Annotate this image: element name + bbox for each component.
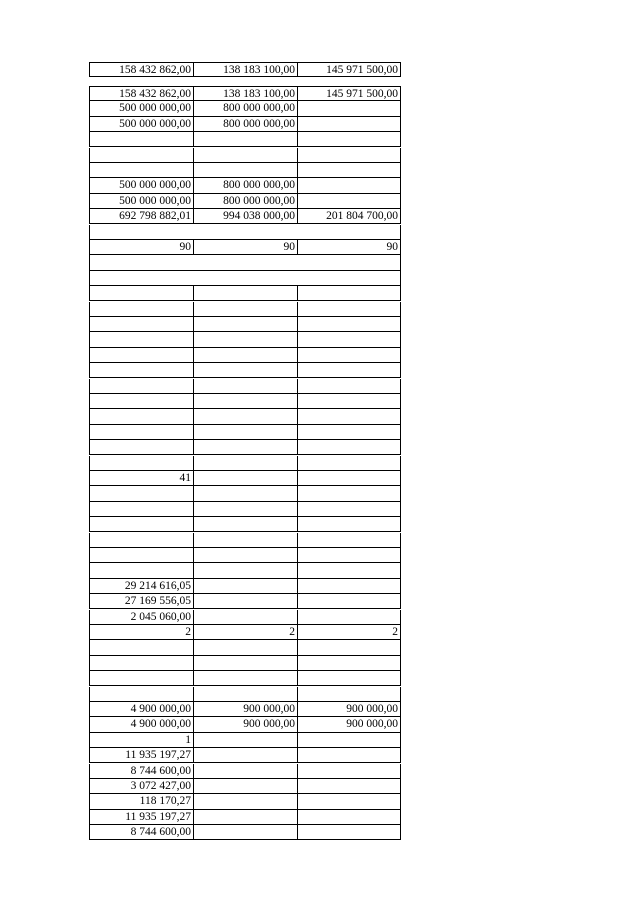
table-row (89, 548, 401, 563)
table-cell (297, 764, 401, 779)
table-cell (89, 548, 193, 563)
table-row (89, 240, 401, 255)
table-cell (89, 456, 193, 471)
table-cell: 800 000 000,00 (193, 117, 297, 132)
table-cell (89, 533, 193, 548)
table-row (89, 733, 401, 748)
table-cell: 2 (297, 625, 401, 640)
table-cell (297, 194, 401, 209)
table-row (89, 671, 401, 686)
table-row (89, 779, 401, 794)
table-row (89, 440, 401, 455)
table-cell: 500 000 000,00 (89, 194, 193, 209)
table-cell: 692 798 882,01 (89, 209, 193, 224)
table-row (89, 394, 401, 409)
table-cell (193, 409, 297, 424)
table-cell (89, 671, 193, 686)
table-row (89, 486, 401, 501)
table-cell (193, 502, 297, 517)
table-row (89, 764, 401, 779)
table-cell (297, 286, 401, 301)
table-row (89, 132, 401, 147)
table-cell (193, 563, 297, 578)
table-cell (297, 394, 401, 409)
table-cell (89, 363, 193, 378)
table-cell (297, 533, 401, 548)
table-cell: 145 971 500,00 (297, 62, 401, 77)
table-cell (89, 563, 193, 578)
table-row (89, 625, 401, 640)
table-cell (89, 348, 193, 363)
table-cell (193, 440, 297, 455)
table-row (89, 194, 401, 209)
table-cell (193, 810, 297, 825)
merged-cell (89, 225, 401, 240)
table-cell (193, 363, 297, 378)
table-cell: 11 935 197,27 (89, 748, 193, 763)
table-cell (193, 656, 297, 671)
table-cell (193, 379, 297, 394)
table-cell (193, 148, 297, 163)
table-cell (297, 132, 401, 147)
table-row (89, 471, 401, 486)
table-cell: 500 000 000,00 (89, 178, 193, 193)
table-cell (297, 317, 401, 332)
table-cell (193, 486, 297, 501)
table-cell (89, 687, 193, 702)
table-cell: 145 971 500,00 (297, 86, 401, 101)
table-cell (297, 163, 401, 178)
table-cell (193, 779, 297, 794)
table-row (89, 794, 401, 809)
table-row (89, 209, 401, 224)
table-cell (297, 794, 401, 809)
table-cell (193, 317, 297, 332)
table-cell: 158 432 862,00 (89, 62, 193, 77)
table-cell (193, 548, 297, 563)
table-cell: 900 000,00 (297, 717, 401, 732)
table-cell: 3 072 427,00 (89, 779, 193, 794)
table-cell (193, 533, 297, 548)
table-cell (89, 317, 193, 332)
table-cell (89, 640, 193, 655)
table-cell (297, 563, 401, 578)
table-cell (297, 517, 401, 532)
table-cell: 4 900 000,00 (89, 702, 193, 717)
table-cell: 41 (89, 471, 193, 486)
table-cell (297, 363, 401, 378)
table-cell (297, 687, 401, 702)
table-cell: 90 (193, 240, 297, 255)
table-row (89, 579, 401, 594)
table-cell (193, 425, 297, 440)
table-cell (297, 502, 401, 517)
table-row (89, 302, 401, 317)
table-row (89, 86, 401, 101)
table-cell (89, 163, 193, 178)
table-cell (297, 440, 401, 455)
table-row (89, 148, 401, 163)
table-cell (89, 517, 193, 532)
table-row (89, 456, 401, 471)
table-cell (193, 286, 297, 301)
table-cell (297, 486, 401, 501)
table-row (89, 409, 401, 424)
table-cell (193, 394, 297, 409)
table-cell (297, 425, 401, 440)
table-cell (193, 733, 297, 748)
table-cell (193, 163, 297, 178)
table-cell: 900 000,00 (193, 717, 297, 732)
table-cell (89, 425, 193, 440)
table-row (89, 810, 401, 825)
table-cell: 8 744 600,00 (89, 764, 193, 779)
table-cell (297, 671, 401, 686)
table-row (89, 379, 401, 394)
table-row (89, 62, 401, 77)
table-cell (193, 302, 297, 317)
table-cell (89, 394, 193, 409)
table-cell: 138 183 100,00 (193, 86, 297, 101)
table-row (89, 225, 401, 240)
table-row (89, 332, 401, 347)
table-cell: 994 038 000,00 (193, 209, 297, 224)
table-row (89, 517, 401, 532)
table-cell (297, 810, 401, 825)
table-cell (89, 148, 193, 163)
table-cell (297, 117, 401, 132)
table-row (89, 717, 401, 732)
table-cell (297, 302, 401, 317)
table-row (89, 317, 401, 332)
table-cell: 4 900 000,00 (89, 717, 193, 732)
table-cell: 8 744 600,00 (89, 825, 193, 840)
table-cell (193, 471, 297, 486)
table-cell (297, 456, 401, 471)
table-cell (89, 286, 193, 301)
table-cell (193, 456, 297, 471)
table-cell (297, 148, 401, 163)
table-cell (297, 656, 401, 671)
table-cell (193, 132, 297, 147)
table-cell: 2 (89, 625, 193, 640)
table-cell: 800 000 000,00 (193, 178, 297, 193)
table-cell: 800 000 000,00 (193, 194, 297, 209)
table-cell (297, 471, 401, 486)
table-cell: 29 214 616,05 (89, 579, 193, 594)
table-cell: 201 804 700,00 (297, 209, 401, 224)
table-cell (89, 379, 193, 394)
table-cell: 2 045 060,00 (89, 610, 193, 625)
table-cell (89, 486, 193, 501)
table-cell: 900 000,00 (297, 702, 401, 717)
table-row (89, 117, 401, 132)
table-cell (297, 548, 401, 563)
table-cell (193, 794, 297, 809)
table-row (89, 594, 401, 609)
table-cell (297, 579, 401, 594)
table-cell (193, 579, 297, 594)
table-row (89, 748, 401, 763)
table-row (89, 825, 401, 840)
table-cell: 27 169 556,05 (89, 594, 193, 609)
table-row (89, 533, 401, 548)
table-cell (89, 132, 193, 147)
table-cell: 1 (89, 733, 193, 748)
merged-cell (89, 255, 401, 270)
table-cell (193, 748, 297, 763)
table-cell (193, 517, 297, 532)
merged-cell (89, 271, 401, 286)
table-cell (297, 779, 401, 794)
table-cell (297, 379, 401, 394)
table-row (89, 702, 401, 717)
table-row (89, 163, 401, 178)
table-cell (297, 610, 401, 625)
table-cell (297, 332, 401, 347)
table-row (89, 563, 401, 578)
table-cell: 158 432 862,00 (89, 86, 193, 101)
table-row (89, 286, 401, 301)
table-cell (297, 825, 401, 840)
table-cell (193, 825, 297, 840)
table-cell (89, 409, 193, 424)
table-cell (89, 302, 193, 317)
table-cell: 500 000 000,00 (89, 117, 193, 132)
table-row (89, 656, 401, 671)
table-cell (193, 610, 297, 625)
table-cell (193, 640, 297, 655)
table-row (89, 255, 401, 270)
table-cell (193, 348, 297, 363)
table-cell (89, 440, 193, 455)
table-cell: 900 000,00 (193, 702, 297, 717)
table-row (89, 101, 401, 116)
table-cell: 11 935 197,27 (89, 810, 193, 825)
table-cell (193, 687, 297, 702)
table-row (89, 610, 401, 625)
table-cell (193, 594, 297, 609)
table-cell (193, 671, 297, 686)
table-cell (193, 332, 297, 347)
table-cell (89, 656, 193, 671)
table-row (89, 687, 401, 702)
table-row (89, 502, 401, 517)
table-row (89, 271, 401, 286)
table-cell (193, 764, 297, 779)
table-cell (297, 748, 401, 763)
table-cell: 90 (297, 240, 401, 255)
table-cell (89, 502, 193, 517)
table-cell (89, 332, 193, 347)
table-row (89, 348, 401, 363)
table-row (89, 363, 401, 378)
table-cell: 800 000 000,00 (193, 101, 297, 116)
table-cell (297, 178, 401, 193)
table-cell: 90 (89, 240, 193, 255)
table-cell (297, 348, 401, 363)
table-cell (297, 733, 401, 748)
table-cell: 118 170,27 (89, 794, 193, 809)
table-cell (297, 640, 401, 655)
table-cell: 2 (193, 625, 297, 640)
table-cell (297, 594, 401, 609)
table-cell: 500 000 000,00 (89, 101, 193, 116)
table-cell (297, 101, 401, 116)
table-row (89, 425, 401, 440)
table-cell: 138 183 100,00 (193, 62, 297, 77)
table-row (89, 178, 401, 193)
table-row (89, 640, 401, 655)
table-cell (297, 409, 401, 424)
